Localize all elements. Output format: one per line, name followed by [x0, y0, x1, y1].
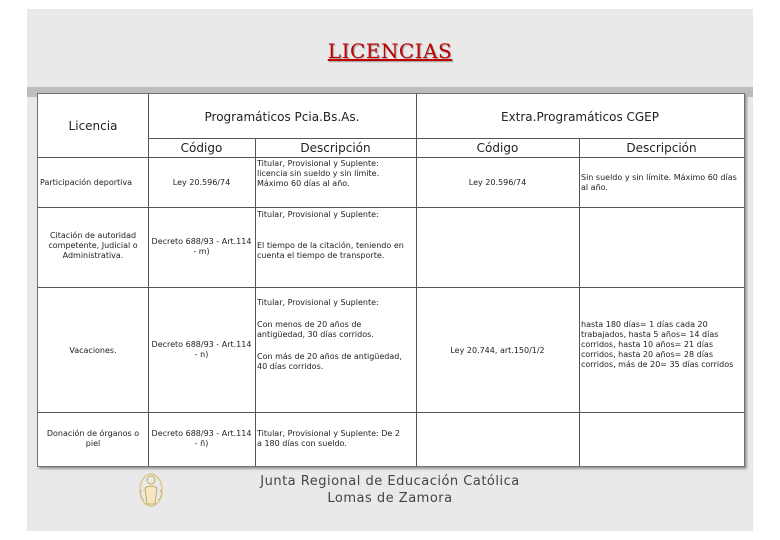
- row2-descripcion-pba-2: El tiempo de la citación, teniendo en cuenta el tiempo de transporte.: [257, 241, 404, 260]
- page-title: LICENCIAS: [327, 39, 453, 63]
- divider: [255, 139, 256, 466]
- row3-descripcion-pba-3: Con más de 20 años de antigüedad, 40 días corridos.: [257, 352, 402, 371]
- footer-line2: Lomas de Zamora: [327, 491, 453, 506]
- header-codigo-pba: Código: [180, 141, 223, 155]
- row1-licencia: Participación deportiva: [40, 178, 133, 187]
- header-codigo-cgep: Código: [476, 141, 519, 155]
- row4-licencia: Donación de órganos o piel: [46, 429, 140, 448]
- row1-descripcion-pba: Titular, Provisional y Suplente: licencia sin sueldo y sin límite. Máximo 60 días al año.: [257, 159, 380, 188]
- divider: [38, 157, 744, 158]
- row4-codigo-pba: Decreto 688/93 - Art.114 - ñ): [151, 429, 252, 448]
- divider: [38, 287, 744, 288]
- header-descripcion-pba: Descripción: [300, 141, 371, 155]
- row2-codigo-pba: Decreto 688/93 - Art.114 - m): [151, 237, 252, 256]
- footer: [200, 473, 580, 507]
- row1-codigo-cgep: Ley 20.596/74: [468, 178, 527, 187]
- row4-descripcion-pba: Titular, Provisional y Suplente: De 2 a 180 días con sueldo.: [257, 429, 400, 448]
- licencias-table: [37, 93, 745, 467]
- footer-line1: Junta Regional de Educación Católica: [260, 474, 520, 489]
- row3-codigo-cgep: Ley 20.744, art.150/1/2: [450, 346, 545, 355]
- row2-descripcion-pba-1: Titular, Provisional y Suplente:: [257, 210, 379, 219]
- row3-descripcion-pba-1: Titular, Provisional y Suplente:: [257, 298, 379, 307]
- header-pba-group: Programáticos Pcia.Bs.As.: [204, 110, 360, 124]
- angel-logo: [136, 470, 166, 512]
- header-licencia: Licencia: [68, 119, 118, 133]
- header-descripcion-cgep: Descripción: [626, 141, 697, 155]
- divider: [579, 139, 580, 466]
- row3-licencia: Vacaciones.: [69, 346, 117, 355]
- divider: [148, 138, 744, 139]
- row3-descripcion-cgep: hasta 180 días= 1 días cada 20 trabajados, hasta 5 años= 14 días corridos, hasta 10 años= 21 días corridos, hasta 20 años= 28 días corridos, más de 20= 35 días corridos: [581, 320, 734, 369]
- row1-codigo-pba: Ley 20.596/74: [172, 178, 231, 187]
- divider: [38, 207, 744, 208]
- row3-descripcion-pba-2: Con menos de 20 años de antigüedad, 30 días corridos.: [257, 320, 374, 339]
- row1-descripcion-cgep: Sin sueldo y sin límite. Máximo 60 días al año.: [581, 173, 737, 192]
- divider: [38, 412, 744, 413]
- row3-codigo-pba: Decreto 688/93 - Art.114 - n): [151, 340, 252, 359]
- header-cgep-group: Extra.Programáticos CGEP: [500, 110, 659, 124]
- row2-licencia: Citación de autoridad competente, Judicial o Administrativa.: [48, 231, 138, 260]
